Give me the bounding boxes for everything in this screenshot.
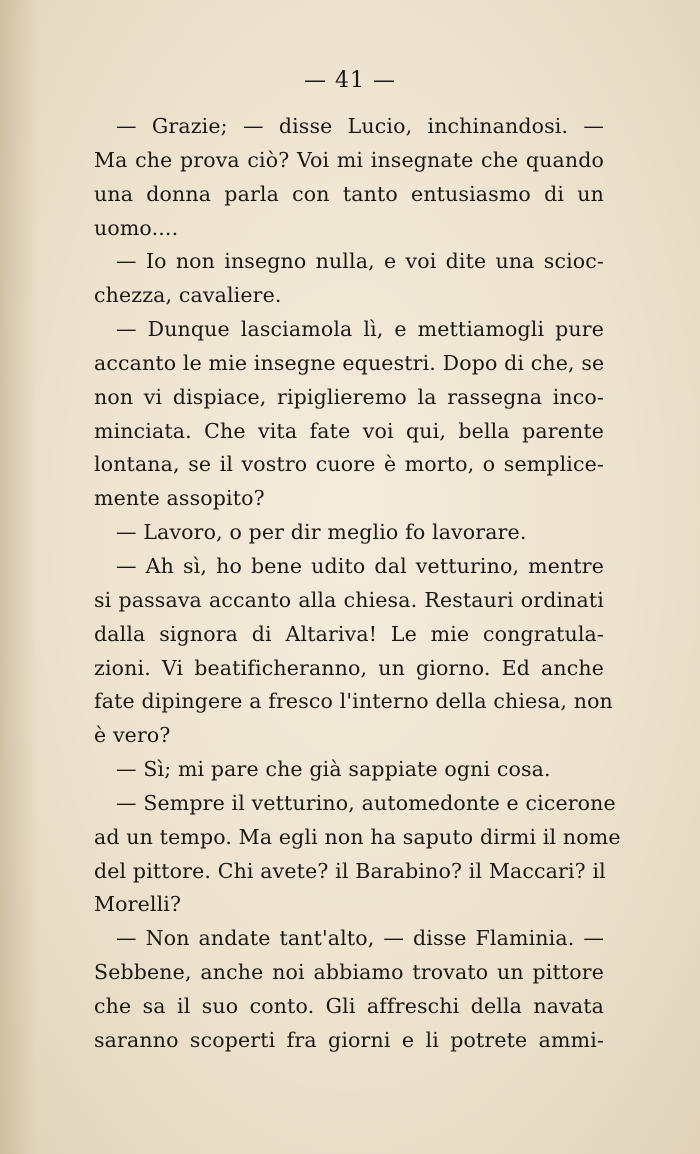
body-text [94, 110, 621, 1058]
text-line: — Ah sì, ho bene udito dal vetturino, mentre [116, 553, 604, 578]
text-line: — Grazie; — disse Lucio, inchinandosi. — [116, 114, 604, 138]
text-line: — Non andate tant'alto, — disse Flaminia. — [116, 926, 604, 951]
text-line: si passava accanto alla chiesa. Restauri ordinati [94, 587, 604, 612]
text-line: saranno scoperti fra giorni e li potrete ammi- [94, 1027, 604, 1052]
text-line: lontana, se il vostro cuore è morto, o semplice- [94, 452, 604, 477]
text-line: del pittore. Chi avete? il Barabino? il Maccari? il [94, 858, 606, 883]
text-line: — Io non insegno nulla, e voi dite una scioc- [116, 249, 604, 274]
text-line: uomo.... [94, 215, 179, 240]
text-line: ad un tempo. Ma egli non ha saputo dirmi il nome [94, 824, 621, 849]
text-line: Morelli? [94, 892, 182, 917]
text-line: non vi dispiace, ripiglieremo la rassegna inco- [94, 384, 604, 409]
page-gutter-shadow [0, 0, 38, 1154]
text-line: minciata. Che vita fate voi qui, bella parente [94, 418, 604, 443]
text-line: è vero? [94, 723, 171, 748]
text-line: — Dunque lasciamola lì, e mettiamogli pure [116, 317, 604, 342]
text-line: chezza, cavaliere. [94, 283, 282, 308]
text-line: — Sempre il vetturino, automedonte e cicerone [116, 790, 616, 815]
text-line: che sa il suo conto. Gli affreschi della navata [94, 993, 604, 1018]
page-number: — 41 — [304, 68, 396, 93]
text-line: dalla signora di Altariva! Le mie congratula- [94, 621, 604, 646]
text-line: mente assopito? [94, 486, 265, 511]
text-line: una donna parla con tanto entusiasmo di un [94, 181, 604, 206]
text-line: Ma che prova ciò? Voi mi insegnate che quando [94, 147, 604, 172]
text-line: zioni. Vi beatificheranno, un giorno. Ed anche [94, 655, 604, 680]
text-line: — Lavoro, o per dir meglio fo lavorare. [116, 520, 527, 545]
text-line: Sebbene, anche noi abbiamo trovato un pittore [94, 960, 604, 985]
text-line: fate dipingere a fresco l'interno della chiesa, non [94, 689, 613, 714]
text-line: — Sì; mi pare che già sappiate ogni cosa. [116, 757, 551, 782]
text-line: accanto le mie insegne equestri. Dopo di che, se [94, 350, 605, 375]
